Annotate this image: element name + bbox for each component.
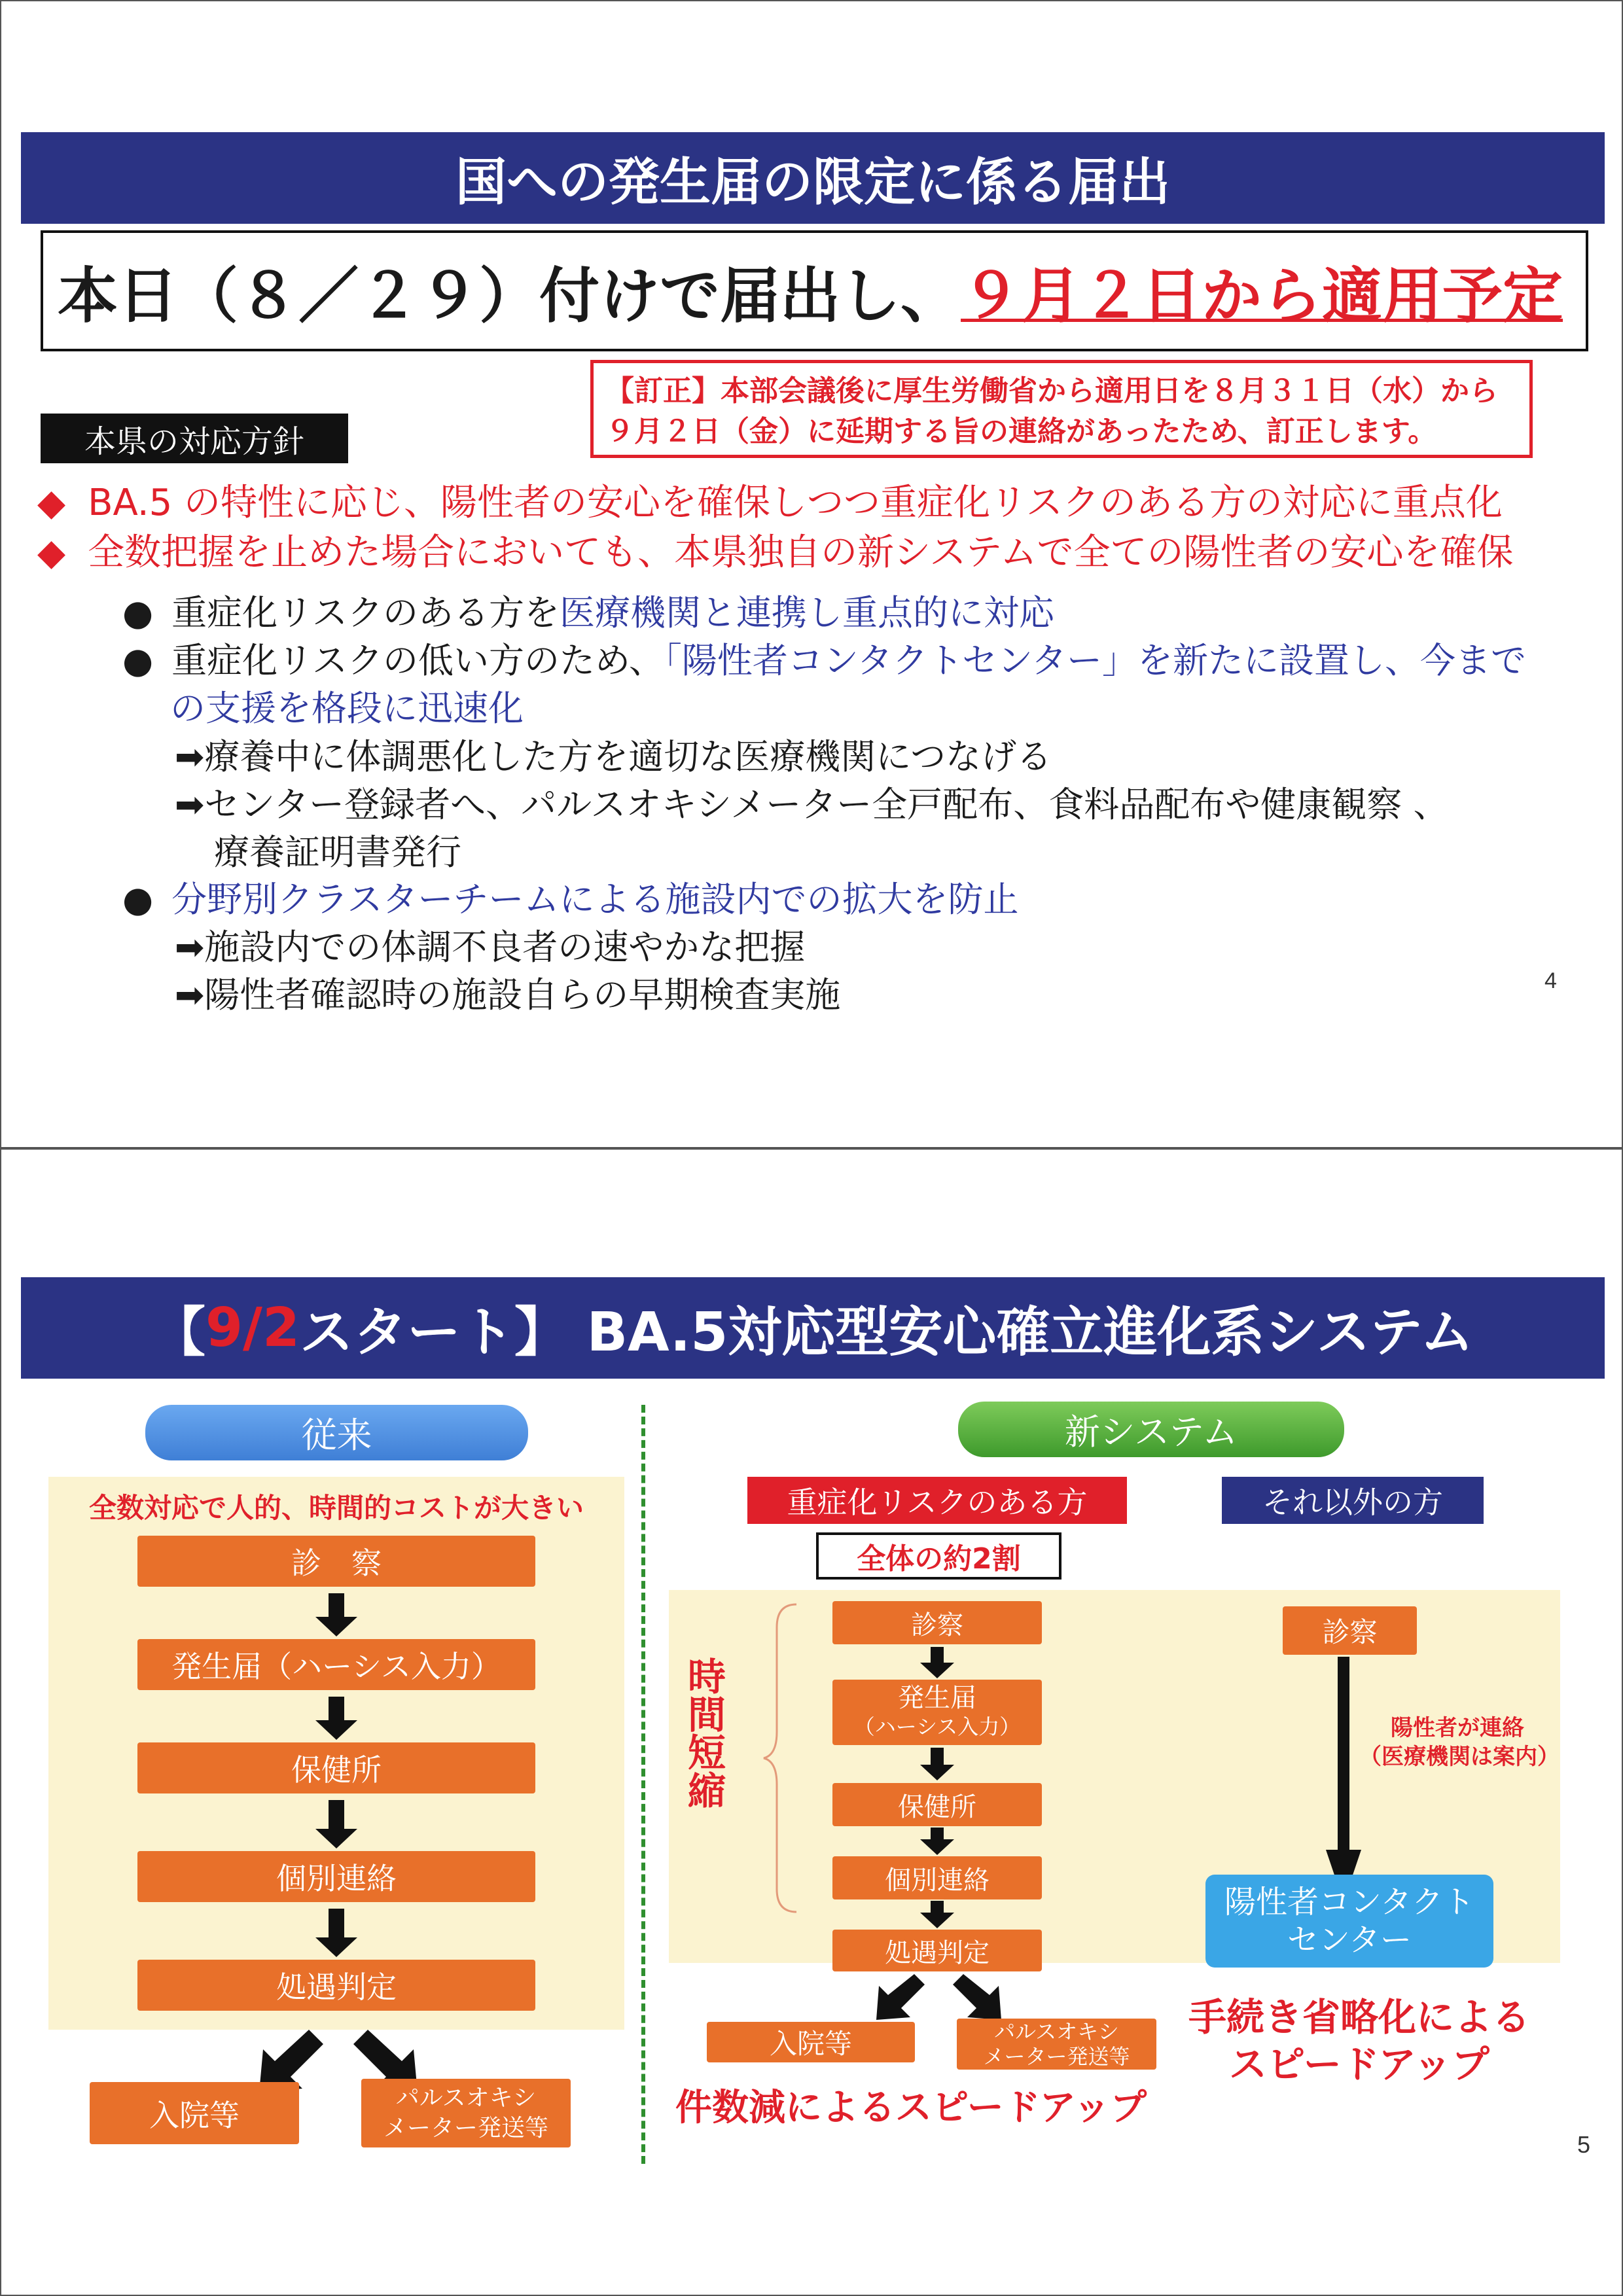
- red-bullet-2: [37, 523, 1513, 576]
- speed-right: [1173, 1994, 1546, 2088]
- new-step-report-sub: （ハーシス入力）: [853, 1714, 1021, 1739]
- old-out-oximeter: [361, 2079, 571, 2147]
- other-label-text: それ以外の方: [1262, 1485, 1443, 1520]
- correction-line-2: ９月２日（金）に延期する旨の連絡があったため、訂正します。: [605, 415, 1437, 448]
- old-step-decision-text: 処遇判定: [276, 1969, 397, 2005]
- time-short-text: 時間短縮: [681, 1657, 726, 1809]
- center-line-2: センター: [1287, 1922, 1412, 1958]
- red-bullet-1-text: BA.5 の特性に応じ、陽性者の安心を確保しつつ重症化リスクのある方の対応に重点化: [88, 482, 1503, 524]
- arrow-item-1: [175, 729, 1052, 779]
- new-pill-text: 新システム: [1064, 1411, 1238, 1453]
- arrow-item-4-text: ➡陽性者確認時の施設自らの早期検査実施: [175, 974, 841, 1016]
- new-step-contact-text: 個別連絡: [885, 1865, 990, 1896]
- dot-icon: ●: [122, 592, 154, 633]
- new-out-hospital: [707, 2022, 915, 2062]
- red-bullet-2-text: 全数把握を止めた場合においても、本県独自の新システムで全ての陽性者の安心を確保: [88, 531, 1514, 574]
- dot3-blue: 分野別クラスターチームによる施設内での拡大を防止: [171, 879, 1019, 920]
- page-number-4: 4: [1544, 968, 1557, 993]
- new-oxi-line-1: パルスオキシ: [994, 2019, 1119, 2044]
- down-arrow-icon: [315, 1593, 357, 1636]
- dot-icon: ●: [122, 879, 154, 920]
- new-oxi-line-2: メーター発送等: [983, 2044, 1130, 2069]
- arrow-item-1-text: ➡療養中に体調悪化した方を適切な医療機関につなげる: [175, 736, 1052, 777]
- diamond-icon: ◆: [37, 531, 66, 574]
- speed-left-text: 件数減によるスピードアップ: [675, 2087, 1147, 2129]
- slide4-headline-box: [41, 230, 1588, 351]
- contact-note-1: 陽性者が連絡: [1391, 1715, 1524, 1741]
- dot-bullet-3: [122, 872, 1019, 922]
- slide-5: [0, 1148, 1623, 2296]
- arrow-item-4: [175, 967, 840, 1017]
- dot1-blue: 医療機関と連携し重点的に対応: [560, 592, 1055, 633]
- correction-line-1: 【訂正】本部会議後に厚生労働省から適用日を８月３１日（水）から: [605, 374, 1498, 408]
- dot-bullet-2: [122, 633, 1526, 683]
- section-label-text: 本県の対応方針: [84, 423, 304, 460]
- speed-right-2: スピードアップ: [1229, 2042, 1489, 2087]
- dot2-black: 重症化リスクの低い方のため、: [171, 640, 664, 681]
- old-oxi-line-1: パルスオキシ: [395, 2084, 537, 2111]
- share-label-text: 全体の約2割: [857, 1542, 1021, 1576]
- new-step-decision-text: 処遇判定: [885, 1937, 990, 1968]
- speed-left: [675, 2079, 1147, 2131]
- long-arrow-shaft: [1338, 1657, 1349, 1853]
- other-step-exam: [1283, 1606, 1417, 1655]
- headline-black: 本日（８／２９）付けで届出し、: [58, 260, 961, 331]
- diag-arrow-right-icon: [953, 1974, 1001, 2020]
- center-line-1: 陽性者コンタクト: [1224, 1884, 1475, 1920]
- dot2-blue-a: 「陽性者コンタクトセンター」を新たに設置し、今まで: [664, 640, 1526, 681]
- old-step-contact-text: 個別連絡: [276, 1861, 397, 1896]
- old-step-exam-text: 診 察: [291, 1545, 382, 1581]
- speed-right-1: 手続き省略化による: [1188, 1995, 1530, 2040]
- banner-rest: スタート】 BA.5対応型安心確立進化系システム: [300, 1301, 1474, 1364]
- arrow-item-2-cont-text: 療養証明書発行: [214, 832, 461, 873]
- diamond-icon: ◆: [37, 482, 66, 524]
- new-out-hospital-text: 入院等: [769, 2028, 852, 2060]
- new-step-report-text: 発生届: [898, 1683, 976, 1713]
- arrow-item-3-text: ➡施設内での体調不良者の速やかな把握: [175, 927, 806, 968]
- down-arrow-icon: [920, 1647, 954, 1678]
- new-out-oximeter: [957, 2019, 1156, 2070]
- arrow-item-3: [175, 919, 805, 970]
- old-pill-text: 従来: [301, 1415, 372, 1456]
- diag-arrow-left-icon: [876, 1974, 925, 2020]
- new-step-exam-text: 診察: [911, 1610, 963, 1640]
- down-arrow-icon: [315, 1800, 357, 1848]
- old-oxi-line-2: メーター発送等: [383, 2114, 548, 2142]
- down-arrow-icon: [920, 1748, 954, 1780]
- risk-label-text: 重症化リスクのある方: [787, 1485, 1088, 1520]
- dot-bullet-1: [122, 585, 1054, 635]
- down-arrow-icon: [315, 1909, 357, 1957]
- page-number-5: 5: [1577, 2131, 1591, 2158]
- headline-red: ９月２日から適用予定: [961, 260, 1563, 331]
- old-step-hc-text: 保健所: [291, 1752, 382, 1788]
- banner-red: 9/2: [205, 1297, 300, 1359]
- slide4-banner: [21, 132, 1605, 224]
- down-arrow-icon: [315, 1697, 357, 1740]
- new-step-hc-text: 保健所: [898, 1792, 976, 1822]
- old-caption-text: 全数対応で人的、時間的コストが大きい: [88, 1492, 584, 1524]
- contact-note: [1359, 1714, 1560, 1771]
- dot1-black: 重症化リスクのある方を: [171, 592, 560, 633]
- old-step-report-text: 発生届（ハーシス入力）: [171, 1649, 501, 1684]
- slide4-banner-title: 国への発生届の限定に係る届出: [455, 153, 1170, 212]
- down-arrow-icon: [920, 1828, 954, 1855]
- dot2-blue-b: の支援を格段に迅速化: [170, 688, 524, 729]
- old-out-hospital: [90, 2082, 299, 2144]
- down-arrow-icon: [920, 1901, 954, 1928]
- other-exam-text: 診察: [1322, 1616, 1378, 1648]
- banner-open: 【: [151, 1301, 205, 1364]
- correction-notice: [590, 360, 1533, 458]
- red-bullet-1: [37, 474, 1503, 526]
- dot-icon: ●: [122, 640, 154, 681]
- arrow-item-2-cont: [214, 824, 461, 875]
- arrow-item-2: [175, 777, 1448, 827]
- old-out-hospital-text: 入院等: [149, 2097, 240, 2133]
- section-label: [41, 414, 348, 463]
- arrow-item-2-text: ➡センター登録者へ、パルスオキシメーター全戸配布、食料品配布や健康観察 、: [175, 784, 1449, 825]
- dot-bullet-2-cont: [170, 680, 524, 731]
- contact-note-2: （医療機関は案内）: [1359, 1744, 1560, 1770]
- contact-center-box: [1205, 1875, 1493, 1968]
